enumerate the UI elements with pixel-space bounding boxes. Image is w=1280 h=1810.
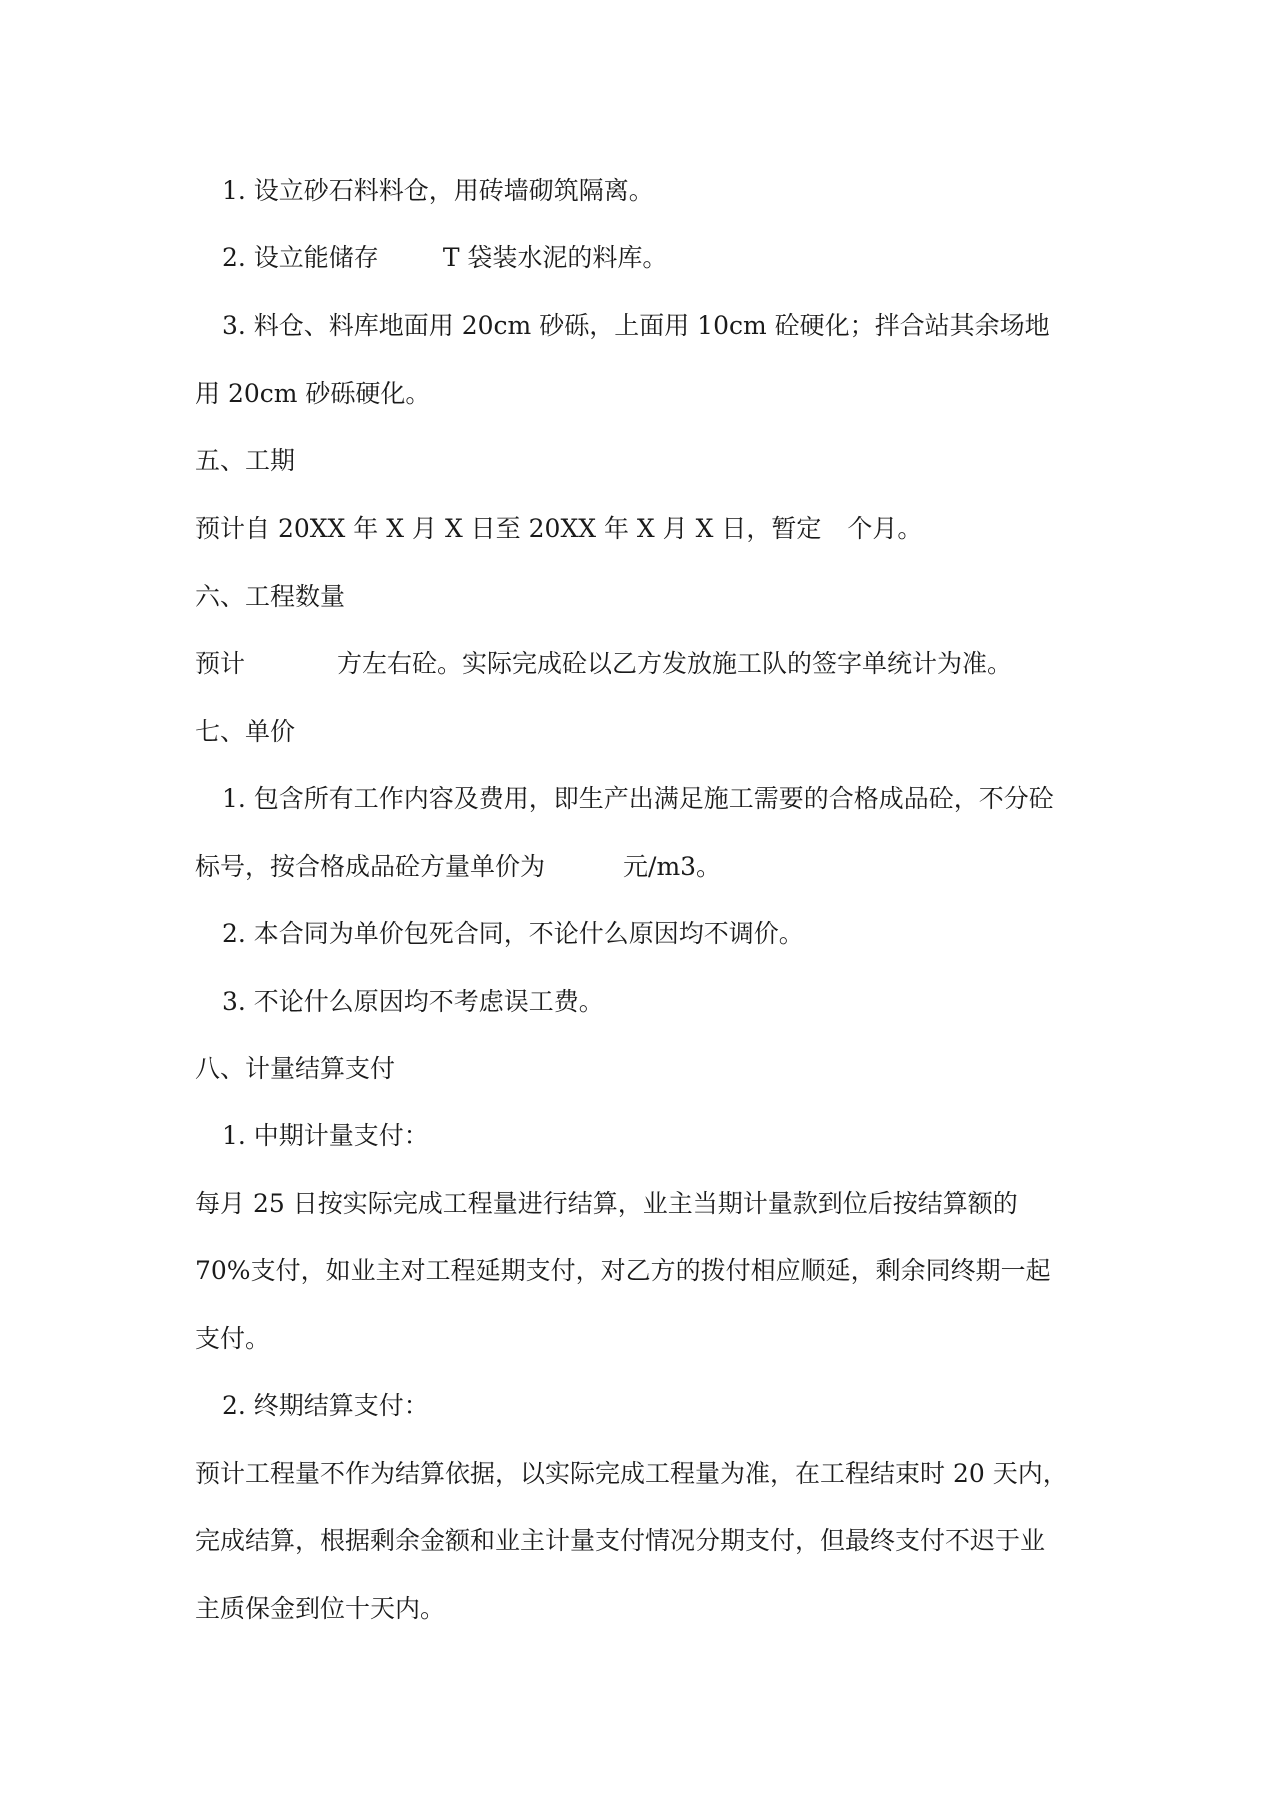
paragraph-continuation: 完成结算，根据剩余金额和业主计量支付情况分期支付，但最终支付不迟于业 <box>195 1526 1046 1555</box>
paragraph-unit-price-item-2: 2. 本合同为单价包死合同，不论什么原因均不调价。 <box>222 919 804 948</box>
subheading-interim-payment: 1. 中期计量支付： <box>222 1121 429 1150</box>
section-heading-quantity: 六、工程数量 <box>195 582 346 611</box>
text-segment: 元/m3。 <box>623 852 722 881</box>
paragraph-continuation <box>195 850 1095 884</box>
paragraph-continuation: 主质保金到位十天内。 <box>195 1594 446 1623</box>
paragraph-continuation: 支付。 <box>195 1324 271 1353</box>
section-heading-duration: 五、工期 <box>195 446 296 475</box>
paragraph-final-payment: 预计工程量不作为结算依据，以实际完成工程量为准，在工程结束时 20 天内， <box>195 1459 1068 1488</box>
text-segment: 2. 设立能储存 <box>222 243 379 272</box>
paragraph-unit-price-item-1: 1. 包含所有工作内容及费用，即生产出满足施工需要的合格成品砼，不分砼 <box>222 784 1054 813</box>
paragraph-quantity <box>195 647 1095 681</box>
paragraph-duration <box>195 512 1095 546</box>
section-heading-settlement: 八、计量结算支付 <box>195 1054 396 1083</box>
paragraph-interim-payment: 每月 25 日按实际完成工程量进行结算，业主当期计量款到位后按结算额的 <box>195 1189 1018 1218</box>
text-segment: 标号，按合格成品砼方量单价为 <box>195 852 546 881</box>
paragraph-item-2-cement-store <box>222 241 1122 275</box>
text-segment: 预计自 20XX 年 X 月 X 日至 20XX 年 X 月 X 日，暂定 <box>195 514 822 543</box>
text-segment: T 袋装水泥的料库。 <box>442 243 668 272</box>
text-segment: 个月。 <box>847 514 923 543</box>
paragraph-continuation: 70%支付，如业主对工程延期支付，对乙方的拨付相应顺延，剩余同终期一起 <box>195 1256 1051 1285</box>
paragraph-unit-price-item-3: 3. 不论什么原因均不考虑误工费。 <box>222 987 604 1016</box>
paragraph-item-1-silo: 1. 设立砂石料料仓，用砖墙砌筑隔离。 <box>222 176 654 205</box>
paragraph-item-3-floor: 3. 料仓、料库地面用 20cm 砂砾，上面用 10cm 砼硬化；拌合站其余场地 <box>222 311 1050 340</box>
subheading-final-payment: 2. 终期结算支付： <box>222 1391 429 1420</box>
text-segment: 方左右砼。实际完成砼以乙方发放施工队的签字单统计为准。 <box>337 649 1013 678</box>
paragraph-continuation: 用 20cm 砂砾硬化。 <box>195 379 431 408</box>
text-segment: 预计 <box>195 649 246 678</box>
section-heading-unit-price: 七、单价 <box>195 717 296 746</box>
